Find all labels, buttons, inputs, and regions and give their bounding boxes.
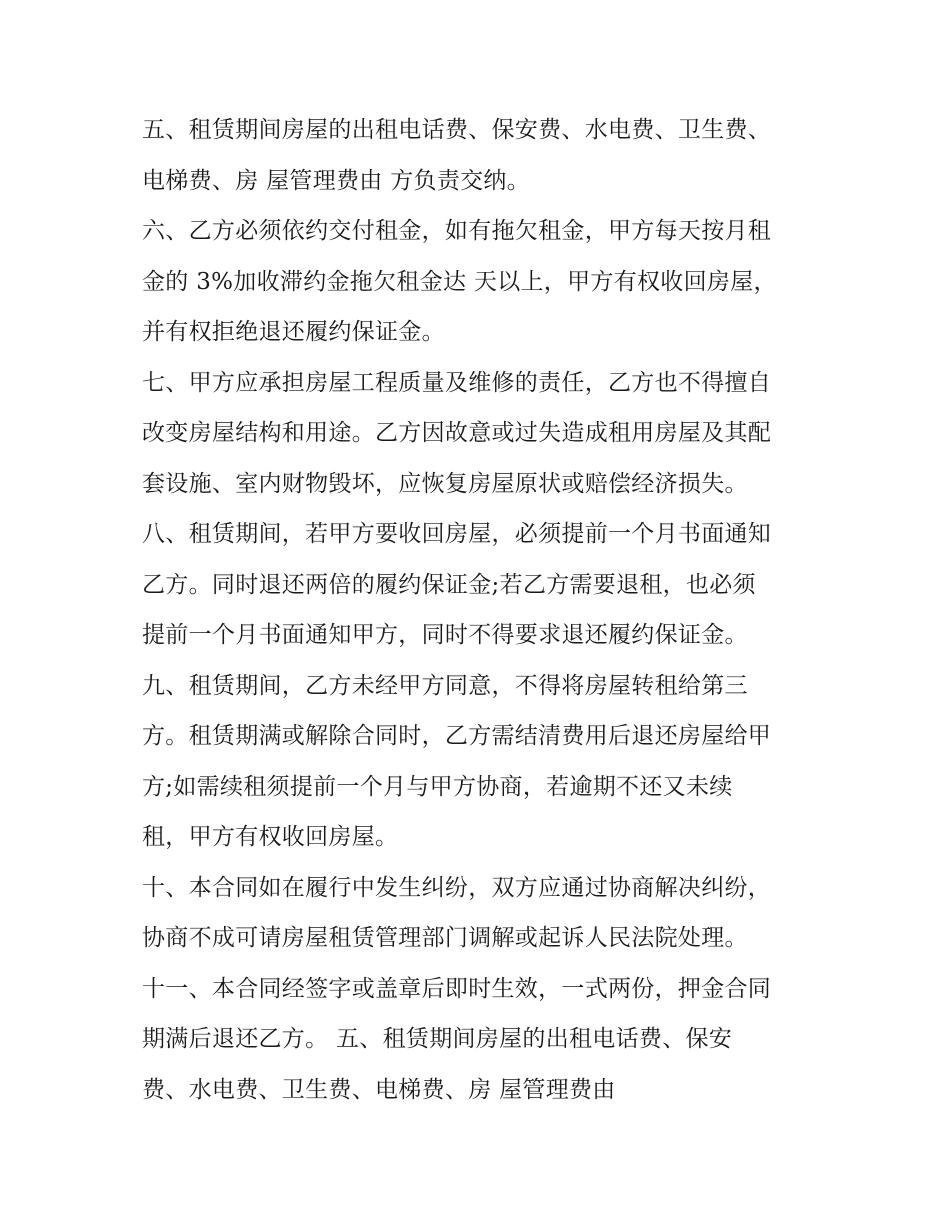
text-line: 五、租赁期间房屋的出租电话费、保安费、水电费、卫生费、 bbox=[142, 117, 772, 143]
text-line: 电梯费、房 屋管理费由 方负责交纳。 bbox=[142, 167, 531, 194]
text-line: 方。租赁期满或解除合同时，乙方需结清费用后退还房屋给甲 bbox=[142, 723, 772, 749]
text-line: 租，甲方有权收回房屋。 bbox=[142, 824, 399, 850]
text-line: 并有权拒绝退还履约保证金。 bbox=[142, 319, 445, 345]
text-line: 七、甲方应承担房屋工程质量及维修的责任，乙方也不得擅自 bbox=[142, 369, 772, 396]
text-line: 八、租赁期间，若甲方要收回房屋，必须提前一个月书面通知 bbox=[142, 521, 772, 547]
text-line: 十、本合同如在履行中发生纠纷，双方应通过协商解决纠纷， bbox=[142, 874, 772, 901]
text-line: 改变房屋结构和用途。乙方因故意或过失造成租用房屋及其配 bbox=[142, 420, 772, 446]
text-line: 九、租赁期间，乙方未经甲方同意，不得将房屋转租给第三 bbox=[142, 672, 748, 699]
text-line: 期满后退还乙方。 五、租赁期间房屋的出租电话费、保安 bbox=[142, 1026, 733, 1052]
text-line: 乙方。同时退还两倍的履约保证金;若乙方需要退租，也必须 bbox=[142, 571, 756, 598]
text-line: 提前一个月书面通知甲方，同时不得要求退还履约保证金。 bbox=[142, 622, 748, 648]
text-line: 协商不成可请房屋租赁管理部门调解或起诉人民法院处理。 bbox=[142, 925, 748, 951]
text-line: 金的 3%加收滞约金拖欠租金达 天以上，甲方有权收回房屋， bbox=[142, 268, 777, 295]
text-line: 方;如需续租须提前一个月与甲方协商，若逾期不还又未续 bbox=[142, 773, 733, 800]
text-line: 套设施、室内财物毁坏，应恢复房屋原状或赔偿经济损失。 bbox=[142, 470, 748, 497]
text-line: 六、乙方必须依约交付租金，如有拖欠租金，甲方每天按月租 bbox=[142, 218, 772, 244]
text-line: 费、水电费、卫生费、电梯费、房 屋管理费由 bbox=[142, 1076, 616, 1103]
text-line: 十一、本合同经签字或盖章后即时生效，一式两份，押金合同 bbox=[142, 975, 772, 1002]
document-body bbox=[142, 105, 822, 1115]
